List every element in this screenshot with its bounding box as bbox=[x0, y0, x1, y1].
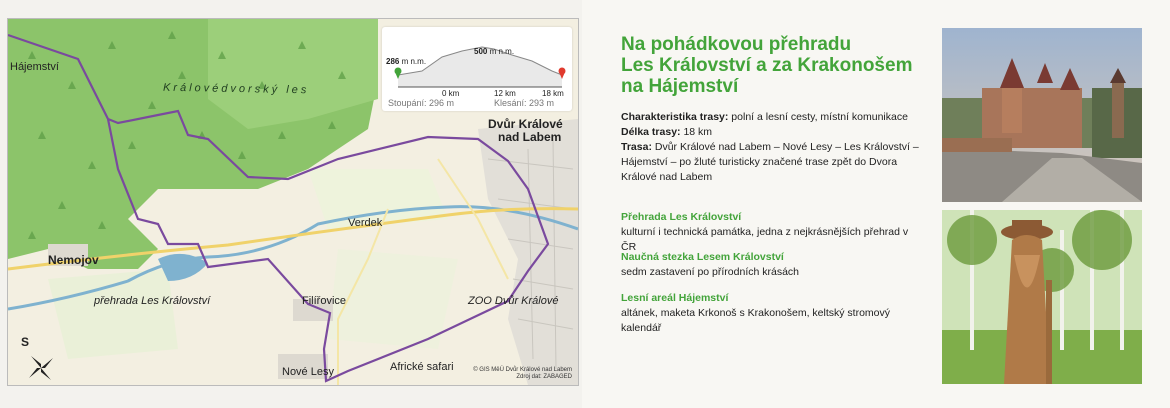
place-safari: Africké safari bbox=[390, 361, 454, 373]
poi-item bbox=[621, 210, 926, 255]
poi-desc: altánek, maketa Krkonoš s Krakonošem, keltský stromový kalendář bbox=[621, 307, 891, 334]
compass-north-letter: S bbox=[21, 335, 30, 349]
info-route-value: Dvůr Králové nad Labem – Nové Lesy – Les Království – Hájemství – po žluté turisticky značené trase zpět do Dvora Králové nad Labem bbox=[621, 141, 919, 183]
poi-item bbox=[621, 291, 926, 336]
profile-descent: Klesání: 293 m bbox=[494, 98, 555, 108]
profile-start-altitude: 286 bbox=[386, 57, 400, 66]
title-line-2: Les Království a za Krakonošem bbox=[621, 55, 913, 76]
place-nemojov: Nemojov bbox=[48, 253, 99, 267]
left-page bbox=[0, 0, 582, 408]
place-filirovice: Filířovice bbox=[302, 295, 347, 307]
poi-title: Přehrada Les Království bbox=[621, 211, 742, 223]
map-credit bbox=[473, 367, 572, 381]
route-info bbox=[621, 110, 926, 185]
info-length-value: 18 km bbox=[680, 126, 713, 138]
poi-desc: kulturní i technická památka, jedna z nejkrásnějších přehrad v ČR bbox=[621, 226, 909, 253]
profile-peak-altitude: 500 bbox=[474, 47, 488, 56]
place-verdek: Verdek bbox=[348, 217, 383, 229]
profile-unit-1: m n.m. bbox=[401, 57, 427, 66]
place-nove-lesy: Nové Lesy bbox=[282, 366, 334, 378]
poi-title: Lesní areál Hájemství bbox=[621, 292, 729, 304]
profile-climb: Stoupání: 296 m bbox=[388, 98, 455, 108]
info-length-label: Délka trasy: bbox=[621, 126, 681, 138]
credit-line-1: © GIS MěÚ Dvůr Králové nad Labem bbox=[473, 367, 572, 373]
place-dvur: Dvůr Králové bbox=[488, 117, 563, 131]
place-hajemstvi: Hájemství bbox=[10, 61, 59, 73]
info-route-label: Trasa: bbox=[621, 141, 652, 153]
page-title bbox=[621, 34, 921, 97]
compass-icon bbox=[26, 353, 56, 383]
place-prehrada: přehrada Les Království bbox=[94, 295, 211, 307]
profile-unit-2: m n.m. bbox=[489, 47, 515, 56]
title-line-1: Na pohádkovou přehradu bbox=[621, 34, 852, 55]
title-line-3: na Hájemství bbox=[621, 76, 739, 97]
credit-line-2: Zdroj dat: ZABAGED bbox=[516, 374, 572, 380]
elevation-profile bbox=[382, 27, 572, 111]
profile-km-12: 12 km bbox=[494, 89, 516, 98]
poi-title: Naučná stezka Lesem Království bbox=[621, 251, 784, 263]
poi-desc: sedm zastavení po přírodních krásách bbox=[621, 266, 800, 278]
place-forest: Královédvorský les bbox=[162, 81, 310, 97]
dam-photo bbox=[942, 28, 1142, 202]
info-char-label: Charakteristika trasy: bbox=[621, 111, 729, 123]
info-char-value: polní a lesní cesty, místní komunikace bbox=[728, 111, 908, 123]
route-map[interactable] bbox=[7, 18, 579, 386]
place-zoo: ZOO Dvůr Králové bbox=[468, 295, 559, 307]
krakonos-photo bbox=[942, 210, 1142, 384]
place-dvur-2: nad Labem bbox=[498, 130, 562, 144]
profile-km-0: 0 km bbox=[442, 89, 460, 98]
profile-km-18: 18 km bbox=[542, 89, 564, 98]
poi-item bbox=[621, 250, 926, 280]
